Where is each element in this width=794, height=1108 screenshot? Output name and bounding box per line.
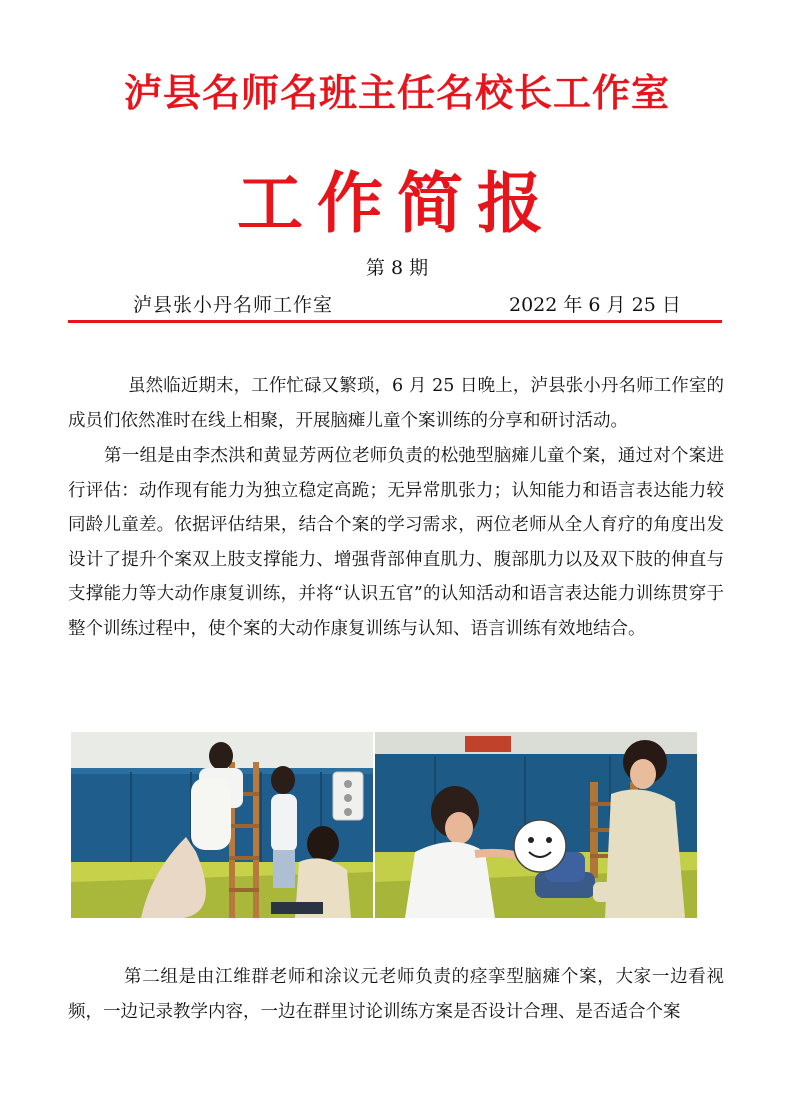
issue-number: 第 8 期 [365,257,429,279]
training-photo-2 [375,732,697,918]
body-paragraph-1: 虽然临近期末，工作忙碌又繁琐，6 月 25 日晚上，泸县张小丹名师工作室的成员们依然准时在线上相聚，开展脑瘫儿童个案训练的分享和研讨活动。 [68,376,724,431]
org-title: 泸县名师名班主任名校长工作室 [123,70,670,115]
studio-name: 泸县张小丹名师工作室 [133,294,334,316]
issue-date: 2022 年 6 月 25 日 [509,294,681,316]
body-paragraph-2: 第一组是由李杰洪和黄显芳两位老师负责的松弛型脑瘫儿童个案，通过对个案进行评估：动作现有能力为独立稳定高跪；无异常肌张力；认知能力和语言表达能力较同龄儿童差。依据评估结果，结合个案的学习需求，两位老师从全人育疗的角度出发设计了提升个案双上肢支撑能力、增强背部伸直肌力、腹部肌力以及双下肢的伸直与支撑能力等大动作康复训练，并将“认识五官”的认知活动和语言表达能力训练贯穿于整个训练过程中，使个案的大动作康复训练与认知、语言训练有效地结合。 [68,446,724,639]
header-divider [68,320,722,323]
body-paragraph-3: 第二组是由江维群老师和涂议元老师负责的痉挛型脑瘫个案，大家一边看视频，一边记录教学内容，一边在群里讨论训练方案是否设计合理、是否适合个案 [68,967,724,1022]
bulletin-title: 工作简报 [237,164,557,242]
training-photo-1 [71,732,373,918]
